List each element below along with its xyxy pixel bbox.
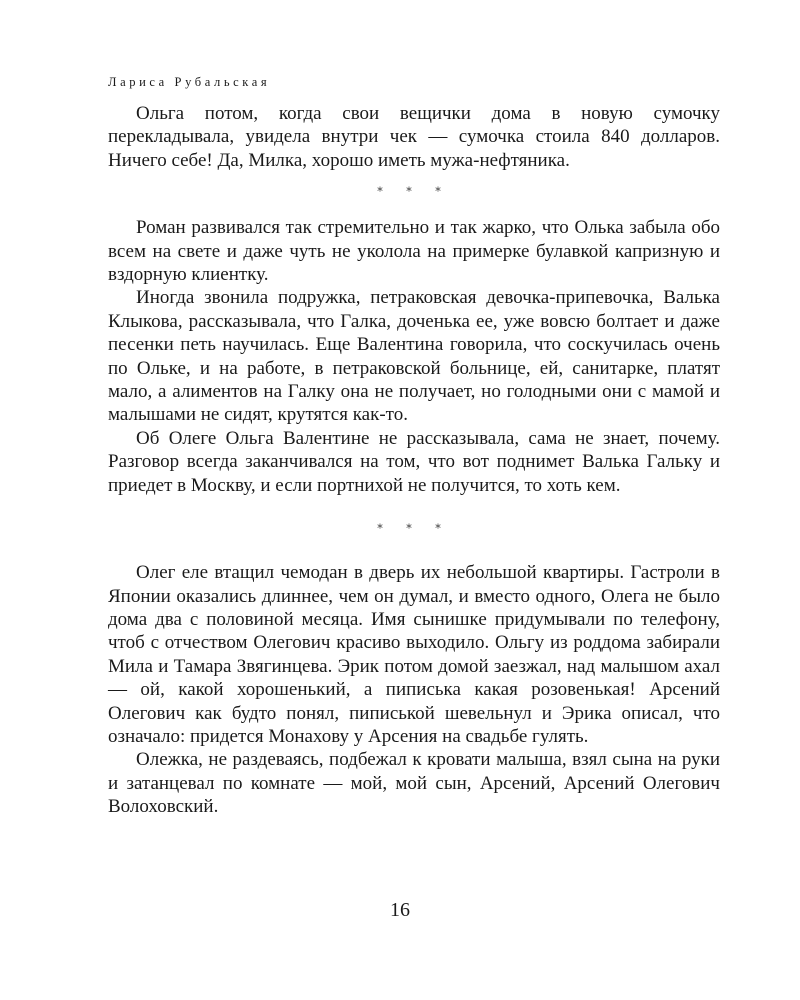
paragraph-4: Об Олеге Ольга Валентине не рассказывала, сама не знает, почему. Разговор всегда заканчивался на том, что вот поднимет Валька Гальку и приедет в Москву, и если портнихой не получится, то хоть кем.	[108, 427, 720, 496]
section-separator-1: * * *	[377, 185, 451, 199]
paragraph-5: Олег еле втащил чемодан в дверь их небольшой квартиры. Гастроли в Японии оказались длиннее, чем он думал, и вместо одного, Олега не было дома два с половиной месяца. Имя сынишке придумывали по телефону, чтоб с отчеством Олегович красиво выходило. Ольгу из роддома забирали Мила и Тамара Звягинцева. Эрик потом домой заезжал, над малышом ахал — ой, какой хорошенький, а пиписька какая розовенькая! Арсений Олегович как будто понял, пиписькой шевельнул и Эрика описал, что означало: придется Монахову у Арсения на свадьбе гулять.	[108, 562, 720, 747]
paragraph-1: Ольга потом, когда свои вещички дома в новую сумочку перекладывала, увидела внутри чек — сумочка стоила 840 долларов. Ничего себе! Да, Милка, хорошо иметь мужа-нефтяника.	[108, 103, 720, 171]
page-content	[108, 74, 720, 819]
section-separator-2: * * *	[377, 522, 451, 536]
running-head-title: Лариса Рубальская	[108, 75, 271, 89]
paragraph-3: Иногда звонила подружка, петраковская девочка-припевочка, Валька Клыкова, рассказывала, что Галка, доченька ее, уже вовсю болтает и даже песенки петь научилась. Еще Валентина говорила, что соскучилась очень по Ольке, и на работе, в петраковской больнице, ей, санитарке, платят мало, а алиментов на Галку она не получает, но голодными они с мамой и малышами не сидят, крутятся как-то.	[108, 287, 720, 426]
paragraph-6: Олежка, не раздеваясь, подбежал к кровати малыша, взял сына на руки и затанцевал по комнате — мой, мой сын, Арсений, Арсений Олегович Волоховский.	[108, 749, 720, 818]
page-number: 16	[390, 899, 410, 921]
paragraph-2: Роман развивался так стремительно и так жарко, что Олька забыла обо всем на свете и даже чуть не уколола на примерке булавкой капризную и вздорную клиентку.	[108, 217, 720, 286]
